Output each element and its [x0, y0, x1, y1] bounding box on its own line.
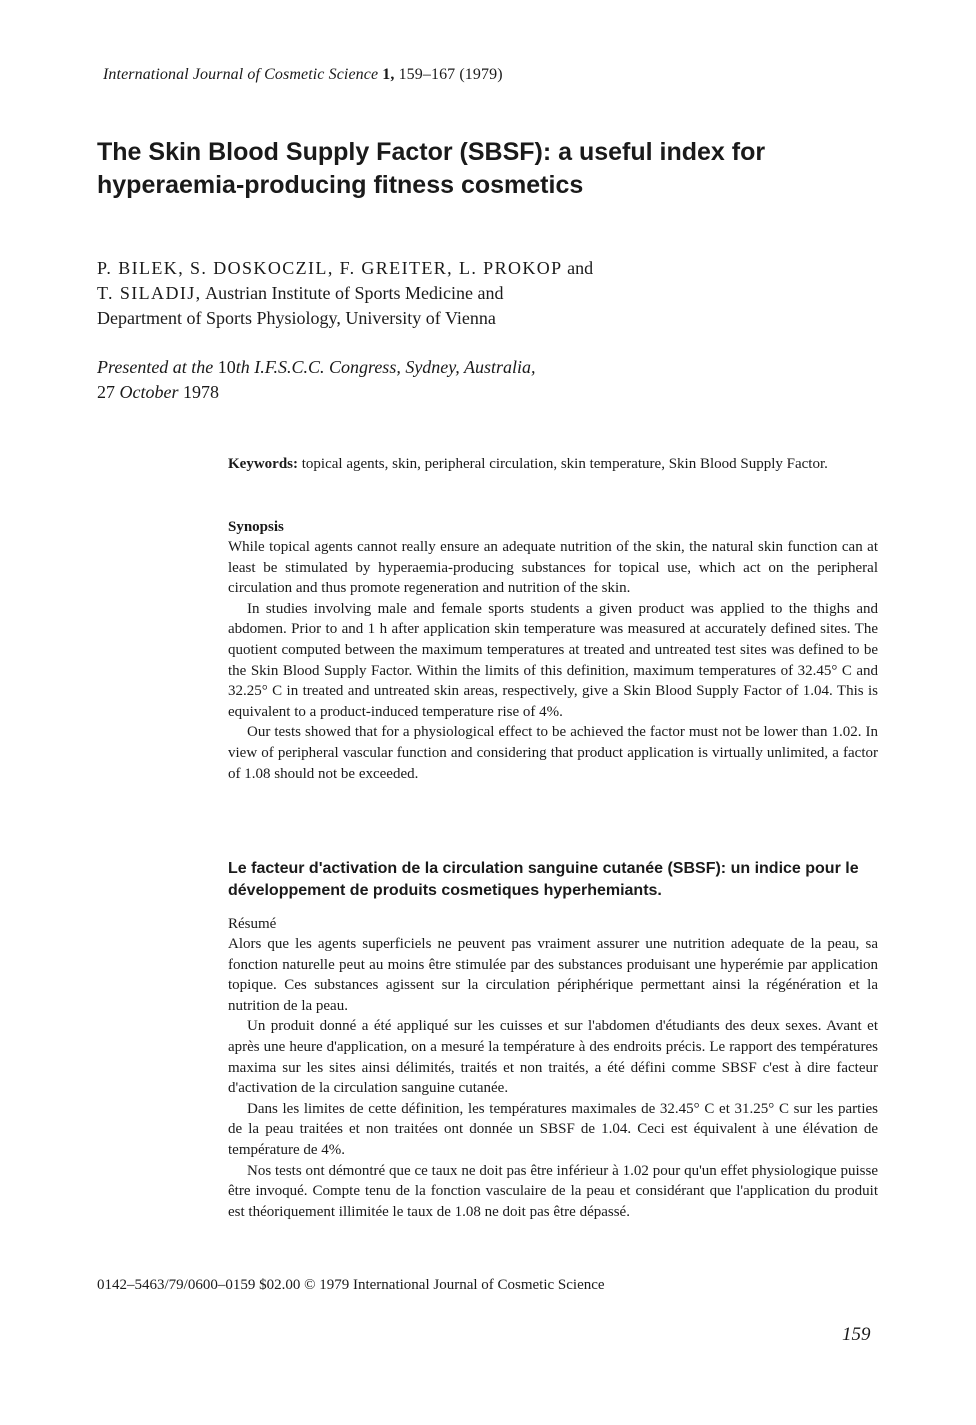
presented-prefix: Presented at the [97, 357, 218, 377]
journal-pages-year: 159–167 (1979) [394, 66, 503, 83]
resume-paragraph: Un produit donné a été appliqué sur les cuisses et sur l'abdomen d'étudiants des deux sexes. Avant et après une heure d'application, on a mesuré la température à des endroits précis. Le rapport des températures maxima sur les sites ainsi délimités, traités et non traités, a été défini comme SBSF c'est à dire facteur d'activation de la circulation sanguine cutanée. [228, 1018, 878, 1097]
french-title-block [228, 858, 878, 902]
keywords [228, 454, 878, 475]
presented-note [97, 355, 797, 405]
author-and: and [562, 258, 594, 278]
congress-name: th I.F.S.C.C. Congress, Sydney, Australia, [235, 357, 536, 377]
presented-day: 27 [97, 382, 120, 402]
journal-name: International Journal of Cosmetic Science [103, 66, 379, 83]
presented-year: 1978 [178, 382, 219, 402]
resume-section [228, 914, 878, 1222]
resume-paragraph: Alors que les agents superficiels ne peuvent pas vraiment assurer une nutrition adequate de la peau, sa fonction naturelle peut au moins être stimulée par des substances produisant une hyperémie par application topique. Ces substances agissent sur la circulation périphérique permettant ainsi la régénération et la nutrition de la peau. [228, 936, 878, 1014]
affiliation-line-1: Austrian Institute of Sports Medicine and [201, 283, 504, 303]
presented-month: October [119, 382, 179, 402]
synopsis-heading: Synopsis [228, 519, 284, 535]
author-block [97, 256, 817, 331]
article-title: The Skin Blood Supply Factor (SBSF): a useful index for hyperaemia-producing fitness cosmetics [97, 138, 766, 199]
author-names-line-1: P. BILEK, S. DOSKOCZIL, F. GREITER, L. PROKOP [97, 258, 563, 278]
affiliation-line-2: Department of Sports Physiology, University of Vienna [97, 308, 496, 328]
synopsis-paragraph: While topical agents cannot really ensure an adequate nutrition of the skin, the natural skin function can at least be stimulated by hyperaemia-producing substances for topical use, which act on the peripheral circulation and thus promote regeneration and nutrition of the skin. [228, 539, 878, 597]
congress-edition: 10 [217, 357, 236, 377]
synopsis-paragraph: In studies involving male and female sports students a given product was applied to the thighs and abdomen. Prior to and 1 h after application skin temperature was measured at accurately defined sites. The quotient computed between the maximum temperatures at treated and untreated test sites was defined to be the Skin Blood Supply Factor. Within the limits of this definition, maximum temperatures of 32.45° C and 32.25° C in treated and untreated skin areas, respectively, give a Skin Blood Supply Factor of 1.04. This is equivalent to a product-induced temperature rise of 4%. [228, 600, 878, 720]
synopsis-paragraph: Our tests showed that for a physiological effect to be achieved the factor must not be lower than 1.02. In view of peripheral vascular function and considering that product application is virtually unlimited, a factor of 1.08 should not be exceeded. [228, 724, 878, 782]
resume-paragraph: Dans les limites de cette définition, les températures maximales de 32.45° C et 31.25° C sur les parties de la peau traitées et non traitées ont donnée un SBSF de 1.04. Ceci est équivalent à une élévation de température de 4%. [228, 1100, 878, 1158]
resume-paragraph: Nos tests ont démontré que ce taux ne doit pas être inférieur à 1.02 pour qu'un effet physiologique puisse être invoqué. Compte tenu de la fonction vasculaire de la peau et considérant que l'application du produit est théoriquement illimitée le taux de 1.08 ne doit pas être dépassé. [228, 1162, 878, 1220]
journal-reference [103, 66, 503, 84]
author-names-line-2: T. SILADIJ, [97, 283, 202, 303]
synopsis-section [228, 517, 878, 784]
copyright-footer: 0142–5463/79/0600–0159 $02.00 © 1979 International Journal of Cosmetic Science [97, 1277, 605, 1293]
keywords-text: topical agents, skin, peripheral circulation, skin temperature, Skin Blood Supply Factor. [298, 456, 828, 472]
keywords-label: Keywords: [228, 456, 298, 472]
journal-volume: 1, [382, 66, 395, 83]
page-number: 159 [842, 1324, 871, 1345]
resume-heading: Résumé [228, 916, 277, 932]
french-title: Le facteur d'activation de la circulation sanguine cutanée (SBSF): un indice pour le développement de produits cosmetiques hyperhemiants. [228, 860, 859, 899]
